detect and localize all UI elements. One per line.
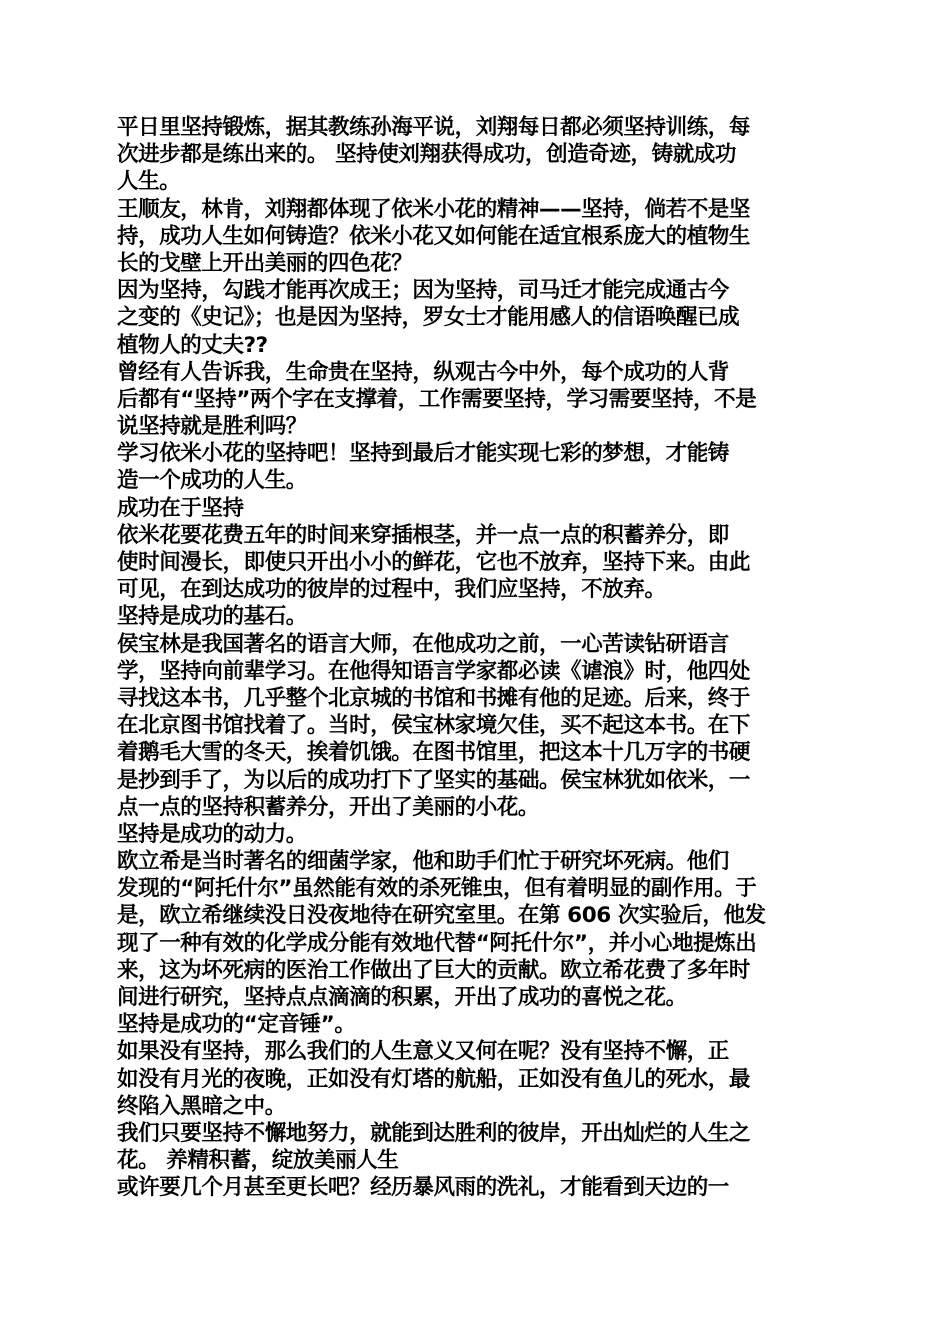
text-line: 因为坚持，勾践才能再次成王；因为坚持，司马迁才能完成通古今 bbox=[117, 278, 729, 304]
subheading: 坚持是成功的基石。 bbox=[117, 604, 307, 630]
text-line: 寻找这本书，几乎整个北京城的书馆和书摊有他的足迹。后来，终于 bbox=[117, 685, 751, 711]
text-line: 平日里坚持锻炼，据其教练孙海平说，刘翔每日都必须坚持训练，每 bbox=[117, 115, 751, 140]
text-line: 或许要几个月甚至更长吧？经历暴风雨的洗礼，才能看到天边的一 bbox=[117, 1175, 729, 1201]
text-line: 现了一种有效的化学成分能有效地代替“阿托什尔”，并小心地提炼出 bbox=[117, 930, 757, 956]
text-line: 来，这为坏死病的医治工作做出了巨大的贡献。欧立希花费了多年时 bbox=[117, 957, 751, 983]
text-line: 侯宝林是我国著名的语言大师，在他成功之前，一心苦读钻研语言 bbox=[117, 631, 729, 657]
text-line: 间进行研究，坚持点点滴滴的积累，开出了成功的喜悦之花。 bbox=[117, 985, 687, 1010]
text-line: 长的戈壁上开出美丽的四色花？ bbox=[117, 250, 413, 276]
text-line: 花。 养精积蓄，绽放美丽人生 bbox=[117, 1148, 399, 1174]
text-line: 是抄到手了，为以后的成功打下了坚实的基础。侯宝林犹如依米，一 bbox=[117, 767, 751, 793]
text-line: 使时间漫长，即使只开出小小的鲜花，它也不放弃，坚持下来。由此 bbox=[117, 550, 751, 575]
section-heading: 成功在于坚持 bbox=[117, 495, 244, 521]
text-line: 点一点的坚持积蓄养分，开出了美丽的小花。 bbox=[117, 794, 540, 820]
text-line: 可见，在到达成功的彼岸的过程中，我们应坚持，不放弃。 bbox=[117, 577, 666, 603]
text-line: 曾经有人告诉我，生命贵在坚持，纵观古今中外，每个成功的人背 bbox=[117, 359, 729, 385]
text-line: 学习依米小花的坚持吧！坚持到最后才能实现七彩的梦想，才能铸 bbox=[117, 441, 729, 467]
text-line: 次进步都是练出来的。 坚持使刘翔获得成功，创造奇迹，铸就成功 bbox=[117, 142, 736, 168]
subheading: 坚持是成功的“定音锤”。 bbox=[117, 1012, 356, 1038]
subheading: 坚持是成功的动力。 bbox=[117, 821, 307, 847]
text-line: 如没有月光的夜晚，正如没有灯塔的航船，正如没有鱼儿的死水，最 bbox=[117, 1066, 751, 1092]
text-line: 着鹅毛大雪的冬天，挨着饥饿。在图书馆里，把这本十几万字的书硬 bbox=[117, 740, 751, 766]
text-line: 造一个成功的人生。 bbox=[117, 468, 307, 494]
text-line: 持，成功人生如何铸造？依米小花又如何能在适宜根系庞大的植物生 bbox=[117, 223, 751, 249]
text-line: 依米花要花费五年的时间来穿插根茎，并一点一点的积蓄养分，即 bbox=[117, 522, 729, 548]
text-line: 王顺友，林肯，刘翔都体现了依米小花的精神——坚持，倘若不是坚 bbox=[117, 196, 751, 222]
text-line: 人生。 bbox=[117, 169, 181, 195]
text-line: 如果没有坚持，那么我们的人生意义又何在呢？没有坚持不懈，正 bbox=[117, 1039, 729, 1065]
text-line: 之变的《史记》；也是因为坚持，罗女士才能用感人的信语唤醒已成 bbox=[117, 305, 740, 331]
text-line: 在北京图书馆找着了。当时，侯宝林家境欠佳，买不起这本书。在下 bbox=[117, 713, 751, 739]
text-line: 学，坚持向前辈学习。在他得知语言学家都必读《谑浪》时，他四处 bbox=[117, 658, 751, 684]
text-line: 植物人的丈夫?? bbox=[117, 332, 268, 358]
essay-text bbox=[117, 114, 837, 1202]
text-line: 发现的“阿托什尔”虽然能有效的杀死锥虫，但有着明显的副作用。于 bbox=[117, 876, 757, 902]
text-line: 后都有“坚持”两个字在支撑着，工作需要坚持，学习需要坚持，不是 bbox=[117, 386, 757, 412]
text-line: 说坚持就是胜利吗？ bbox=[117, 414, 307, 440]
text-line: 欧立希是当时著名的细菌学家，他和助手们忙于研究坏死病。他们 bbox=[117, 849, 729, 875]
text-line: 终陷入黑暗之中。 bbox=[117, 1093, 286, 1119]
text-line: 我们只要坚持不懈地努力，就能到达胜利的彼岸，开出灿烂的人生之 bbox=[117, 1120, 751, 1146]
text-line: 是，欧立希继续没日没夜地待在研究室里。在第 606 次实验后，他发 bbox=[117, 903, 766, 929]
